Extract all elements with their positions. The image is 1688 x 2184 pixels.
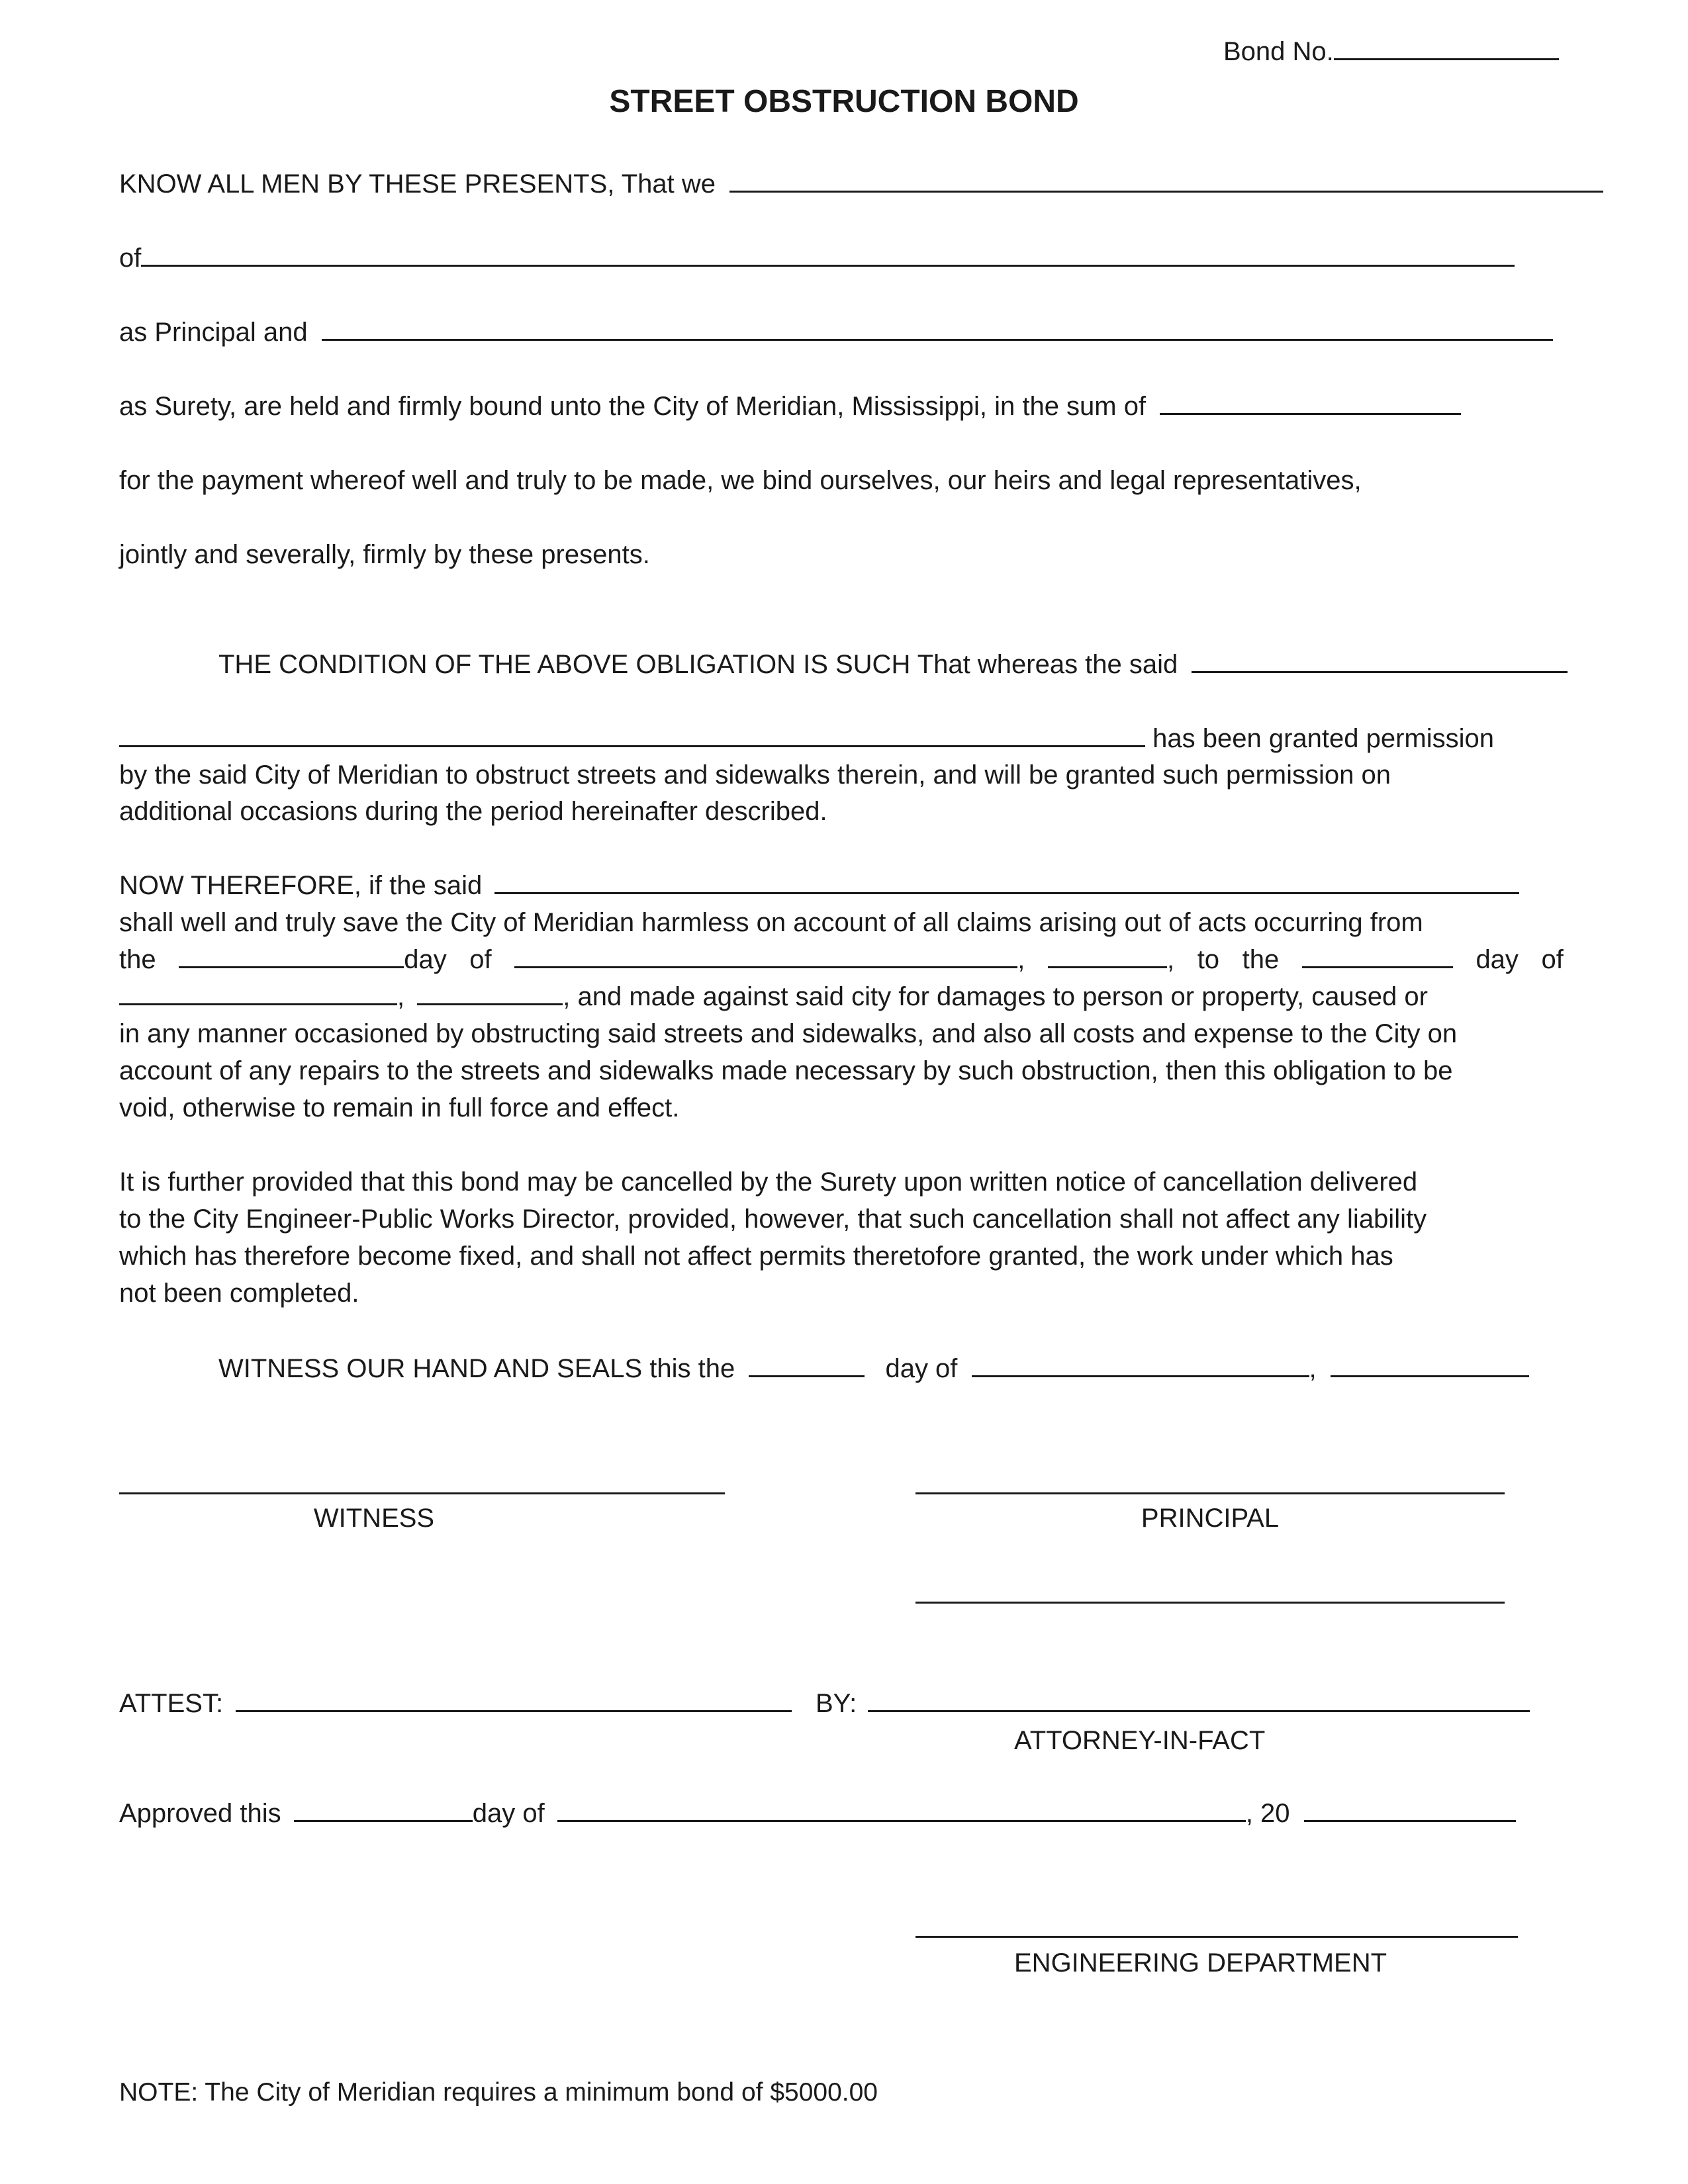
now-therefore-party-field[interactable]	[494, 868, 1519, 894]
approved-month-field[interactable]	[557, 1796, 1246, 1822]
the-word-2: the	[1242, 945, 1280, 974]
additional-occasions-text: additional occasions during the period hereinafter described.	[119, 797, 827, 826]
approved-this-label: Approved this	[119, 1799, 281, 1828]
witness-hand-text: WITNESS OUR HAND AND SEALS this the	[218, 1354, 735, 1383]
attorney-caption: ATTORNEY-IN-FACT	[1014, 1726, 1266, 1755]
start-month-field[interactable]	[514, 942, 1017, 968]
condition-party-field[interactable]	[1192, 647, 1568, 673]
surety-name-field[interactable]	[322, 315, 1553, 341]
condition-party-continued-field[interactable]	[119, 721, 1145, 747]
of-word-2: of	[1541, 945, 1564, 974]
start-year-field[interactable]	[1048, 942, 1167, 968]
occasioned-text: in any manner occasioned by obstructing said streets and sidewalks, and also all costs and expense to the City on	[119, 1019, 1458, 1048]
end-day-field[interactable]	[1302, 942, 1453, 968]
witness-year-field[interactable]	[1331, 1351, 1529, 1377]
witness-comma: ,	[1309, 1354, 1317, 1383]
principal-name-field[interactable]	[729, 167, 1603, 193]
the-word: the	[119, 945, 156, 974]
by-row	[816, 1686, 1530, 1721]
attest-row	[119, 1686, 792, 1721]
repairs-text: account of any repairs to the streets and sidewalks made necessary by such obstruction, then this obligation to be	[119, 1056, 1453, 1085]
principal-signature-line[interactable]	[915, 1492, 1505, 1494]
witness-day-field[interactable]	[749, 1351, 865, 1377]
approved-day-of-text: day of	[472, 1799, 545, 1828]
attest-label: ATTEST:	[119, 1689, 224, 1718]
document-title: STREET OBSTRUCTION BOND	[609, 84, 1079, 119]
approved-year-prefix: , 20	[1245, 1799, 1290, 1828]
of-label: of	[119, 244, 142, 273]
start-day-field[interactable]	[179, 942, 404, 968]
as-principal-text: as Principal and	[119, 318, 308, 347]
engineering-caption: ENGINEERING DEPARTMENT	[1014, 1948, 1387, 1978]
witness-date-row	[218, 1351, 1529, 1386]
day-word: day	[404, 945, 447, 974]
principal-second-signature-line[interactable]	[915, 1602, 1505, 1604]
principal-caption: PRINCIPAL	[1141, 1504, 1280, 1533]
surety-name-row	[119, 315, 1553, 349]
void-text: void, otherwise to remain in full force and effect.	[119, 1093, 680, 1122]
bond-number-field[interactable]	[1334, 34, 1559, 60]
obstruct-text: by the said City of Meridian to obstruct streets and sidewalks therein, and will be granted such permission on	[119, 760, 1391, 790]
approved-day-field[interactable]	[294, 1796, 473, 1822]
permission-row	[119, 721, 1494, 756]
permission-text: has been granted permission	[1152, 724, 1495, 753]
comma-2: ,	[1166, 945, 1175, 974]
comma-1: ,	[1017, 945, 1025, 974]
principal-name-row	[119, 167, 1603, 201]
bond-number-row	[1223, 34, 1559, 69]
now-therefore-text: NOW THEREFORE, if the said	[119, 871, 483, 900]
attorney-signature-field[interactable]	[868, 1686, 1530, 1712]
to-word: to	[1197, 945, 1220, 974]
by-label: BY:	[816, 1689, 857, 1718]
save-harmless-text: shall well and truly save the City of Meridian harmless on account of all claims arising out of acts occurring from	[119, 908, 1423, 937]
witness-caption: WITNESS	[313, 1504, 435, 1533]
know-all-men-text: KNOW ALL MEN BY THESE PRESENTS, That we	[119, 169, 716, 199]
principal-address-row	[119, 241, 1515, 275]
cancellation-text-4: not been completed.	[119, 1279, 359, 1308]
as-surety-text: as Surety, are held and firmly bound unto the City of Meridian, Mississippi, in the sum of	[119, 392, 1147, 421]
jointly-text: jointly and severally, firmly by these presents.	[119, 540, 650, 569]
day-word-2: day	[1476, 945, 1519, 974]
approved-row	[119, 1796, 1516, 1831]
approved-year-field[interactable]	[1304, 1796, 1516, 1822]
condition-text: THE CONDITION OF THE ABOVE OBLIGATION IS SUCH That whereas the said	[218, 650, 1178, 679]
date-range-row	[119, 942, 1564, 977]
witness-signature-line[interactable]	[119, 1492, 725, 1494]
bond-sum-row	[119, 389, 1461, 424]
now-therefore-row	[119, 868, 1519, 903]
witness-month-field[interactable]	[972, 1351, 1309, 1377]
bond-sum-field[interactable]	[1160, 389, 1461, 415]
condition-row	[218, 647, 1568, 682]
of-word: of	[469, 945, 492, 974]
bond-number-label: Bond No.	[1223, 37, 1334, 66]
minimum-bond-note: NOTE: The City of Meridian requires a minimum bond of $5000.00	[119, 2078, 878, 2107]
engineering-signature-line[interactable]	[915, 1936, 1518, 1938]
end-year-field[interactable]	[417, 979, 563, 1005]
end-date-row	[119, 979, 1428, 1014]
witness-day-of-text: day of	[885, 1354, 958, 1383]
cancellation-text-2: to the City Engineer-Public Works Director, provided, however, that such cancellation shall not affect any liability	[119, 1205, 1427, 1234]
damages-text: , and made against said city for damages to person or property, caused or	[563, 982, 1428, 1011]
cancellation-text-3: which has therefore become fixed, and shall not affect permits theretofore granted, the work under which has	[119, 1242, 1393, 1271]
attest-signature-field[interactable]	[236, 1686, 792, 1712]
cancellation-text-1: It is further provided that this bond may be cancelled by the Surety upon written notice of cancellation delivered	[119, 1167, 1418, 1197]
principal-address-field[interactable]	[141, 241, 1515, 267]
end-month-field[interactable]	[119, 979, 397, 1005]
comma-3: ,	[397, 982, 405, 1011]
payment-text: for the payment whereof well and truly to be made, we bind ourselves, our heirs and legal representatives,	[119, 466, 1362, 495]
